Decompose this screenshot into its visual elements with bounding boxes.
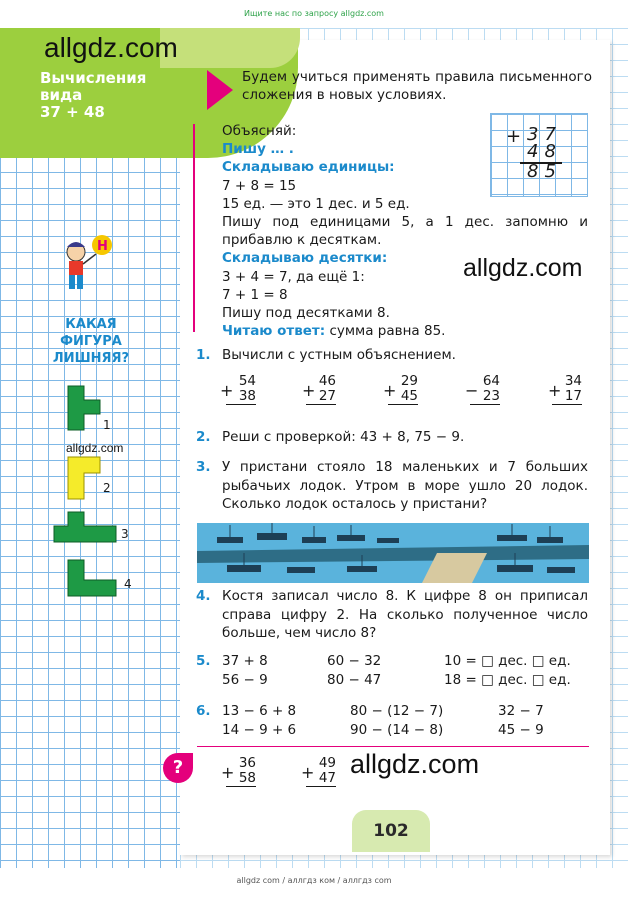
explain-line: 3 + 4 = 7, да ещё 1: (222, 268, 365, 285)
operand: 46 (318, 373, 336, 389)
puzzle-line: ФИГУРА (60, 334, 122, 349)
column-demo-sign: + (506, 126, 522, 147)
operand: 38 (238, 388, 256, 404)
explain-line: Пишу под десятками 8. (222, 305, 390, 322)
task-number: 5. (196, 653, 211, 669)
column-sign: + (383, 381, 397, 400)
column-sign: − (465, 381, 479, 400)
explain-answer-text: сумма равна 85. (329, 323, 446, 340)
watermark: allgdz.com (66, 441, 124, 455)
operand: 64 (482, 373, 500, 389)
figure-4 (66, 558, 122, 600)
explain-answer-label: Читаю ответ: (222, 323, 326, 340)
topic-title-line: вида (40, 86, 83, 104)
task-text: Костя записал число 8. К цифре 8 он приписал справа цифру 2. На сколько полученное число больше, чем число 8? (222, 588, 588, 641)
figure-label: 4 (124, 577, 132, 591)
explanation (222, 122, 592, 340)
question-mark-icon: ? (163, 753, 193, 783)
figure-1 (66, 384, 106, 432)
boats-icon (197, 523, 589, 583)
result-line (226, 404, 256, 405)
task-col (222, 702, 296, 739)
column-sign: + (221, 763, 235, 782)
expression: 14 − 9 + 6 (222, 721, 297, 738)
expression: 45 − 9 (498, 721, 544, 738)
explain-divider (193, 124, 195, 332)
task-number: 3. (196, 459, 211, 475)
operand: 58 (238, 770, 256, 786)
operand: 23 (482, 388, 500, 404)
explain-step: Пишу … . (222, 141, 294, 158)
footer: allgdz com / аллгдз ком / аллгдз com (236, 876, 392, 885)
task-col (444, 652, 571, 689)
expression: 56 − 9 (222, 671, 268, 688)
expression: 80 − (12 − 7) (350, 703, 444, 719)
column-sign: + (220, 381, 234, 400)
operand: 47 (318, 770, 336, 786)
expression: 37 + 8 (222, 653, 268, 669)
topic-title (40, 70, 146, 121)
operand: 29 (400, 373, 418, 389)
figure-label: 3 (121, 527, 129, 541)
expression: 32 − 7 (498, 703, 544, 719)
explain-line: 7 + 8 = 15 (222, 177, 297, 194)
column-sign: + (301, 763, 315, 782)
top-note: Ищите нас по запросу allgdz.com (244, 9, 384, 18)
task-number: 4. (196, 588, 211, 604)
badge-letter: Н (97, 239, 108, 254)
column-example (306, 374, 336, 405)
result-line (470, 404, 500, 405)
expression: 18 = □ дес. □ ед. (444, 671, 571, 688)
result-line (226, 786, 256, 787)
expression: 60 − 32 (327, 653, 382, 669)
explain-line: Пишу под единицами 5, а 1 дес. запомню и прибавлю к десяткам. (222, 214, 588, 249)
operand: 34 (564, 373, 582, 389)
explain-answer (222, 322, 592, 340)
watermark: allgdz.com (44, 32, 178, 63)
column-example (226, 374, 256, 405)
page-number: 102 (352, 810, 430, 852)
puzzle-title (36, 316, 146, 367)
expression: 10 = □ дес. □ ед. (444, 653, 571, 669)
column-demo-bottom: 48 (527, 141, 562, 162)
puzzle-line: ЛИШНЯЯ? (52, 351, 130, 366)
operand: 49 (318, 755, 336, 771)
column-example (470, 374, 500, 405)
figure-label: 1 (103, 418, 111, 432)
watermark: allgdz.com (350, 749, 480, 779)
expression: 80 − 47 (327, 671, 382, 688)
explain-step: Складываю единицы: (222, 159, 395, 176)
expression: 90 − (14 − 8) (350, 721, 444, 738)
operand: 54 (238, 373, 256, 389)
task-col (498, 702, 544, 739)
task-col (350, 702, 443, 739)
task-col (327, 652, 381, 689)
figure-label: 2 (103, 481, 111, 495)
operand: 27 (318, 388, 336, 404)
topic-title-line: Вычисления (40, 69, 147, 87)
result-line (552, 404, 582, 405)
explain-step: Складываю десятки: (222, 250, 388, 267)
figure-3 (52, 510, 122, 546)
watermark: allgdz.com (463, 254, 583, 282)
operand: 17 (564, 388, 582, 404)
column-example (306, 756, 336, 787)
result-line (388, 404, 418, 405)
explain-heading: Объясняй: (222, 123, 297, 139)
task-text: У пристани стояло 18 маленьких и 7 больших рыбачьих лодок. Утром в море ушло 20 лодок. Сколько лодок осталось у пристани? (222, 459, 588, 512)
result-line (306, 404, 336, 405)
task-text: Вычисли с устным объяснением. (222, 347, 456, 363)
task-number: 1. (196, 347, 211, 363)
puzzle-line: КАКАЯ (65, 317, 117, 332)
operand: 45 (400, 388, 418, 404)
column-example (226, 756, 256, 787)
column-sign: + (548, 381, 562, 400)
task-number: 6. (196, 703, 211, 719)
task-col (222, 652, 268, 689)
column-demo-result: 85 (527, 161, 562, 182)
explain-line: 7 + 1 = 8 (222, 286, 288, 303)
column-example (552, 374, 582, 405)
bonus-divider (197, 746, 589, 747)
topic-title-line: 37 + 48 (40, 103, 105, 121)
task-number: 2. (196, 429, 211, 445)
topic-panel-tab (160, 28, 300, 68)
harbor-illustration (197, 523, 589, 583)
column-example (388, 374, 418, 405)
boy-character-icon (56, 232, 116, 298)
column-sign: + (302, 381, 316, 400)
intro-text: Будем учиться применять правила письменного сложения в новых условиях. (242, 69, 592, 103)
operand: 36 (238, 755, 256, 771)
column-demo-top: 37 (527, 124, 562, 145)
expression: 13 − 6 + 8 (222, 703, 297, 719)
play-marker-icon (207, 70, 233, 110)
result-line (306, 786, 336, 787)
explain-line: 15 ед. — это 1 дес. и 5 ед. (222, 195, 410, 212)
task-text: Реши с проверкой: 43 + 8, 75 − 9. (222, 429, 465, 445)
